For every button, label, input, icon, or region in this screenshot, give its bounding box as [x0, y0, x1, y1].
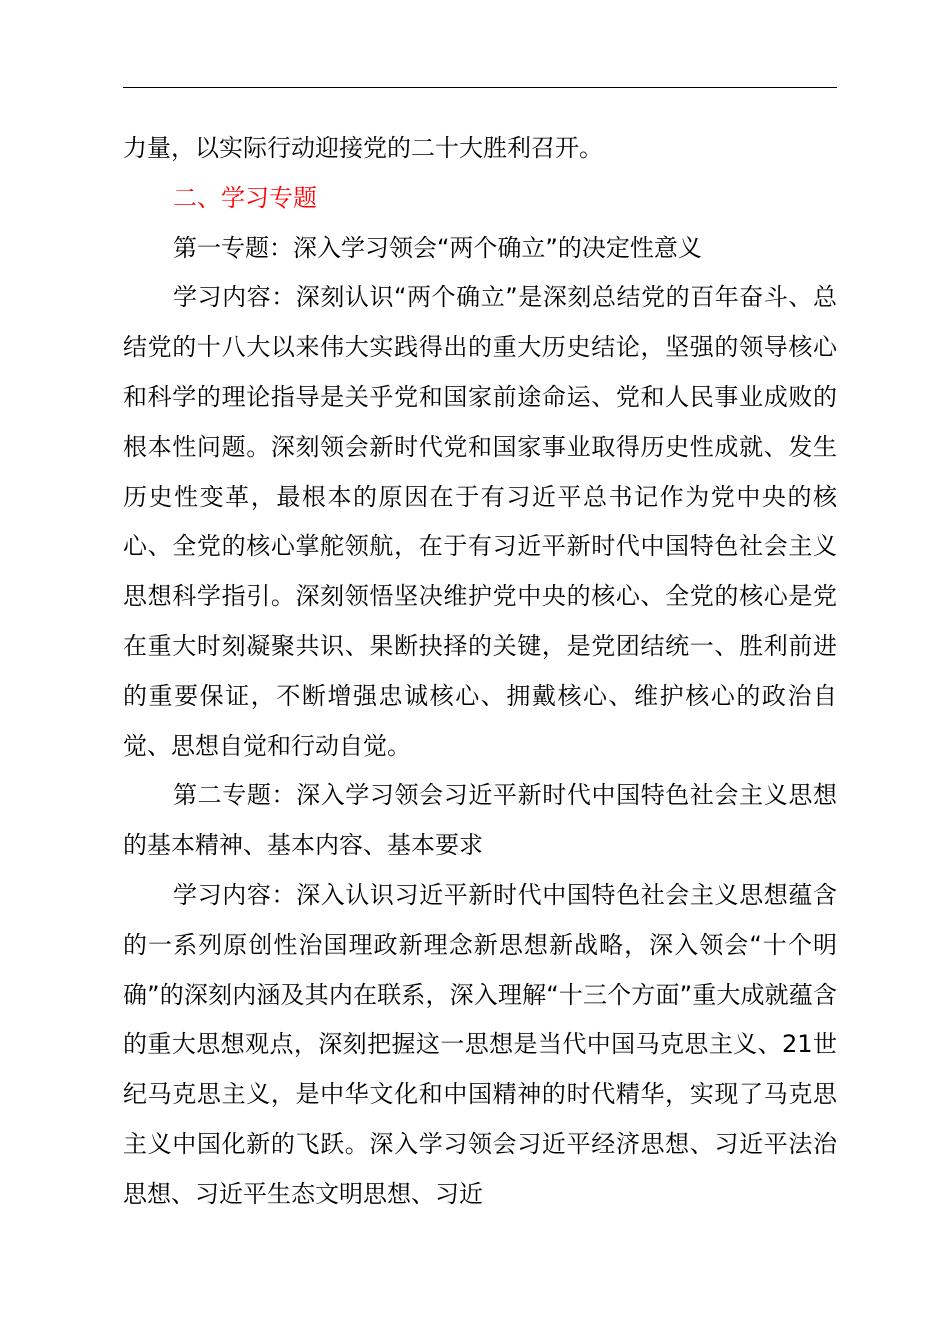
continuation-paragraph: 力量，以实际行动迎接党的二十大胜利召开。: [123, 134, 603, 162]
topic-one-title: 第一专题：深入学习领会“两个确立”的决定性意义: [173, 233, 702, 262]
document-body: [123, 124, 837, 1220]
topic-one-content: 学习内容：深刻认识“两个确立”是深刻总结党的百年奋斗、总结党的十八大以来伟大实践得出的重大历史结论，坚强的领导核心和科学的理论指导是关乎党和国家前途命运、党和人民事业成败的根本性问题。深刻领会新时代党和国家事业取得历史性成就、发生历史性变革，最根本的原因在于有习近平总书记作为党中央的核心、全党的核心掌舵领航，在于有习近平新时代中国特色社会主义思想科学指引。深刻领悟坚决维护党中央的核心、全党的核心是党在重大时刻凝聚共识、果断抉择的关键，是党团结统一、胜利前进的重要保证，不断增强忠诚核心、拥戴核心、维护核心的政治自觉、思想自觉和行动自觉。: [123, 283, 837, 760]
header-rule: [123, 87, 837, 88]
topic-two-content: 学习内容：深入认识习近平新时代中国特色社会主义思想蕴含的一系列原创性治国理政新理念新思想新战略，深入领会“十个明确”的深刻内涵及其内在联系，深入理解“十三个方面”重大成就蕴含的重大思想观点，深刻把握这一思想是当代中国马克思主义、21世纪马克思主义，是中华文化和中国精神的时代精华，实现了马克思主义中国化新的飞跃。深入学习领会习近平经济思想、习近平法治思想、习近平生态文明思想、习近: [123, 880, 837, 1208]
topic-two-title: 第二专题：深入学习领会习近平新时代中国特色社会主义思想的基本精神、基本内容、基本要求: [123, 781, 837, 860]
section-heading: 二、学习专题: [173, 183, 317, 212]
